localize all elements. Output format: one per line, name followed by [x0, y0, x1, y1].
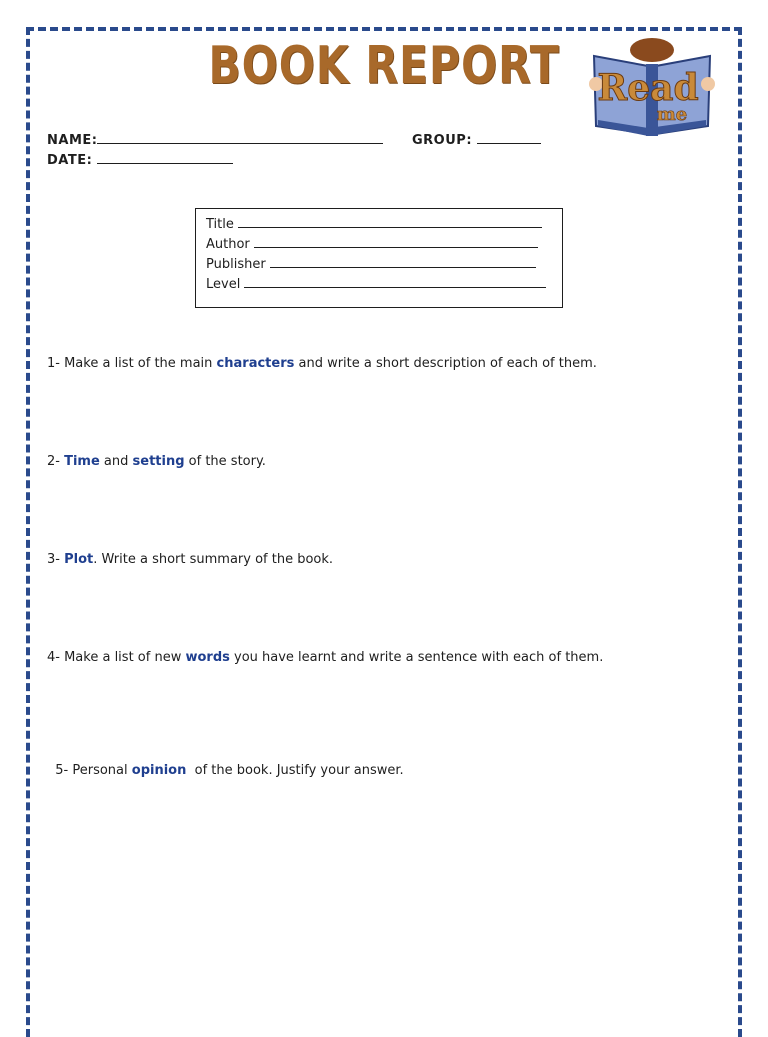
question-2: 2- Time and setting of the story. — [47, 454, 266, 469]
page-title: BOOK REPORT — [208, 36, 560, 96]
book-level-row — [206, 275, 552, 295]
book-level-label: Level — [206, 277, 241, 292]
book-author-blank[interactable] — [254, 235, 538, 248]
svg-text:Read: Read — [597, 67, 699, 109]
date-field — [47, 151, 233, 168]
keyword-setting: setting — [132, 454, 185, 469]
book-info-box — [195, 208, 563, 308]
book-publisher-label: Publisher — [206, 257, 266, 272]
question-4: 4- Make a list of new words you have learnt and write a sentence with each of them. — [47, 650, 604, 665]
question-3: 3- Plot. Write a short summary of the book. — [47, 552, 334, 567]
date-label: DATE: — [47, 153, 93, 168]
book-title-row — [206, 215, 552, 235]
page-border — [26, 27, 742, 1037]
book-publisher-row — [206, 255, 552, 275]
date-blank[interactable] — [97, 151, 233, 164]
book-publisher-blank[interactable] — [270, 255, 536, 268]
book-level-blank[interactable] — [244, 275, 546, 288]
question-1: 1- Make a list of the main characters and write a short description of each of them. — [47, 356, 597, 371]
name-blank[interactable] — [97, 131, 383, 144]
svg-text:me: me — [656, 104, 688, 125]
name-label: NAME: — [47, 133, 98, 148]
keyword-characters: characters — [216, 356, 295, 371]
group-label: GROUP: — [412, 133, 473, 148]
group-field — [412, 131, 541, 148]
book-title-label: Title — [206, 217, 234, 232]
book-author-row — [206, 235, 552, 255]
keyword-opinion: opinion — [131, 763, 187, 778]
keyword-time: Time — [64, 454, 100, 469]
book-author-label: Author — [206, 237, 250, 252]
read-me-book-icon — [586, 34, 718, 140]
question-5: 5- Personal opinion of the book. Justify your answer. — [55, 763, 404, 778]
group-blank[interactable] — [477, 131, 541, 144]
keyword-words: words — [185, 650, 230, 665]
name-field — [47, 131, 383, 148]
keyword-plot: Plot — [64, 552, 94, 567]
book-title-blank[interactable] — [238, 215, 542, 228]
